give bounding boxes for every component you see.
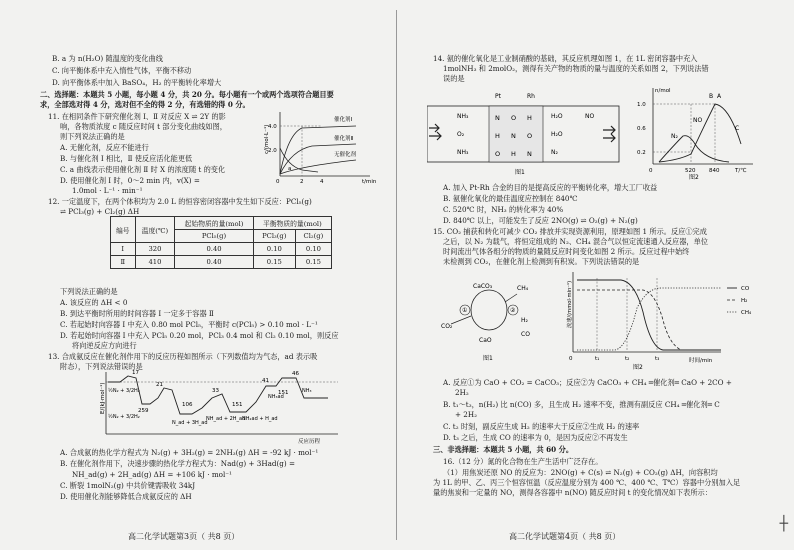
svg-text:t₃: t₃ <box>655 356 660 362</box>
q15-y-label: 流速/(mmol·min⁻¹) <box>567 280 573 328</box>
svg-text:A: A <box>717 93 722 100</box>
page-right <box>397 0 794 550</box>
q15-fig2 <box>551 268 771 372</box>
q13-species-4: NH_ad + 2H_ad <box>206 416 246 422</box>
q11-stem-3: 则下列说法正确的是 <box>60 132 125 141</box>
svg-text:CH₄: CH₄ <box>741 310 752 316</box>
q12-option-d-2: 将向逆反应方向进行 <box>72 341 137 350</box>
footer-right: 高二化学试题第4页（ 共8 页） <box>509 532 621 541</box>
q14-option-d: D. 840℃ 以上，可能发生了反应 2NO(g) ⇌ O₂(g) + N₂(g) <box>443 216 638 225</box>
q12-option-c: C. 若起始时向容器 Ⅰ 中充入 0.80 mol PCl₅，平衡时 c(PCl₅) > 0.10 mol · L⁻¹ <box>60 320 318 329</box>
q11-option-d: D. 使用催化剂 Ⅰ 时，0～2 min 内，v(X) = <box>60 176 200 185</box>
q12-prompt: 下列说法正确的是 <box>60 287 118 296</box>
svg-text:②: ② <box>510 307 516 314</box>
q12-option-b: B. 到达平衡时所用的时间容器 Ⅰ 一定多于容器 Ⅱ <box>60 309 214 318</box>
q13-val-21: 21 <box>156 382 163 388</box>
svg-text:N₂: N₂ <box>671 133 678 140</box>
q12-table <box>110 216 332 269</box>
svg-text:520: 520 <box>685 168 696 174</box>
q14-fig1 <box>427 86 623 178</box>
q11-option-c: C. a 曲线表示使用催化剂 Ⅱ 时 X 的浓度随 t 的变化 <box>60 165 226 174</box>
q13-val-33: 33 <box>212 388 219 394</box>
table-cell: 0.40 <box>175 243 253 256</box>
svg-text:H₂: H₂ <box>741 298 748 304</box>
svg-text:B: B <box>709 93 714 100</box>
svg-text:CaCO₃: CaCO₃ <box>473 283 493 290</box>
q10-option-d: D. 向平衡体系中加入 BaSO₄，H₂ 的平衡转化率增大 <box>52 78 222 87</box>
q12-th-pcl5: PCl₅(g) <box>175 230 253 243</box>
q14-stem-3: 误的是 <box>443 74 465 83</box>
table-cell: 410 <box>135 256 175 269</box>
q13-option-c: C. 断裂 1molN₂(g) 中共价键需吸收 34kJ <box>60 481 196 490</box>
svg-text:NH₃: NH₃ <box>457 149 469 156</box>
svg-text:H: H <box>495 132 500 140</box>
table-row <box>111 243 332 256</box>
q15-fig1 <box>433 270 545 366</box>
q15-stem-3: 时间流出气体各组分的物质的量随反应时间变化如图 2 所示。反应过程中始终 <box>443 247 690 256</box>
svg-text:CO₂: CO₂ <box>441 323 453 330</box>
svg-text:1.0: 1.0 <box>637 102 646 108</box>
svg-text:CO: CO <box>521 331 530 338</box>
crop-mark: ┼ <box>779 516 788 532</box>
q15-option-b: B. t₁～t₃，n(H₂) 比 n(CO) 多，且生成 H₂ 速率不变，推测有副反应 CH₄ ═催化剂═ C <box>443 400 720 409</box>
q13-stem-1: 13. 合成氨反应在催化剂作用下的反应历程如图所示（下列数值均为气态，ad 表示吸 <box>48 352 318 361</box>
q14-fig2-caption: 图2 <box>689 174 699 180</box>
q15-option-d: D. t₃ 之后，生成 CO 的速率为 0，是因为反应②不再发生 <box>443 433 628 442</box>
q13-option-a: A. 合成氨的热化学方程式为 N₂(g) + 3H₂(g) = 2NH₃(g) ΔH = -92 kJ · mol⁻¹ <box>60 448 319 457</box>
svg-text:N: N <box>511 132 516 140</box>
q13-graph <box>92 368 352 444</box>
q14-option-b: B. 氨催化氧化的最佳温度应控制在 840℃ <box>443 194 578 203</box>
table-cell: 320 <box>135 243 175 256</box>
svg-text:0.2: 0.2 <box>637 150 646 156</box>
table-cell: 0.10 <box>253 243 295 256</box>
q11-x-label: t/min <box>362 179 376 184</box>
svg-text:t₂: t₂ <box>625 356 630 362</box>
q11-label-cat1: 催化剂Ⅰ <box>334 117 353 123</box>
svg-text:t₁: t₁ <box>595 356 600 362</box>
q12-th-pcl3: PCl₃(g) <box>253 230 295 243</box>
q12-stem-2: ⇌ PCl₃(g) + Cl₂(g) ΔH <box>60 207 140 216</box>
q11-label-none: 无催化剂 <box>334 152 357 158</box>
q13-option-b: B. 在催化剂作用下，决速步骤的热化学方程式为：Nad(g) + 3Had(g) = <box>60 459 296 468</box>
q14-metal-pt: Pt <box>495 93 501 100</box>
q11-curve-cat1 <box>280 126 356 174</box>
q12-th-no: 编号 <box>111 217 136 243</box>
svg-text:O: O <box>511 114 517 122</box>
section2-heading: 二、选择题：本题共 5 小题，每小题 4 分，共 20 分。每小题有一个或两个选项符合题目要 <box>40 90 334 99</box>
q10-option-c: C. 向平衡体系中充入惰性气体，平衡不移动 <box>52 66 192 75</box>
q16-line-3: 为 1L 的甲、乙、丙三个恒容恒温（反应温度分别为 400 ℃、400 ℃、T℃）容器中分别加入足 <box>433 478 741 487</box>
q14-metal-rh: Rh <box>527 93 535 100</box>
q11-label-a: a <box>288 166 292 172</box>
q15-x-label: 时间/min <box>689 358 713 364</box>
q13-val-46: 46 <box>292 371 299 377</box>
q13-species-2: ½N₂ + 3/2H₂ <box>108 414 140 420</box>
q15-option-a: A. 反应①为 CaO + CO₂ = CaCO₃；反应②为 CaCO₃ + CH₄ ═催化剂═ CaO + 2CO + <box>443 378 732 387</box>
q13-species-1: ½N₂ + 3/2H₂ <box>108 388 140 394</box>
svg-text:0: 0 <box>649 168 653 174</box>
q11-graph <box>258 108 376 184</box>
q16-line-1: 16.（12 分）氮的化合物在生产生活中广泛存在。 <box>443 457 603 466</box>
q12-option-d: D. 若起始时向容器 Ⅰ 中充入 PCl₅ 0.20 mol，PCl₃ 0.4 mol 和 Cl₂ 0.10 mol，则反应 <box>60 331 339 340</box>
q15-curve-ch4 <box>577 288 721 350</box>
table-cell: Ⅱ <box>111 256 136 269</box>
q16-line-2: （1）用焦炭还原 NO 的反应为：2NO(g) + C(s) ⇌ N₂(g) + CO₂(g) ΔH，向容积均 <box>443 468 718 477</box>
svg-text:H: H <box>511 150 516 158</box>
q11-stem-2: 响，各物质浓度 c 随反应时间 t 部分变化曲线如图， <box>60 122 227 131</box>
svg-text:0: 0 <box>569 356 573 362</box>
q15-option-a-2: 2H₂ <box>455 388 469 397</box>
svg-text:CaO: CaO <box>479 337 492 344</box>
q13-val-151: 151 <box>232 402 243 408</box>
q13-option-b-2: NH_ad(g) + 2H_ad(g) ΔH = +106 kJ · mol⁻¹ <box>72 470 232 479</box>
svg-text:NO: NO <box>693 117 703 124</box>
q14-option-c: C. 520℃ 时，NH₃ 的转化率为 40% <box>443 205 564 214</box>
footer-left: 高二化学试题第3页（ 共8 页） <box>128 532 240 541</box>
q14-x-label: T/℃ <box>735 168 747 174</box>
q12-th-cl2: Cl₂(g) <box>295 230 331 243</box>
svg-text:N: N <box>527 150 532 158</box>
table-cell: 0.15 <box>253 256 295 269</box>
svg-text:H₂: H₂ <box>521 317 528 324</box>
q12-th-eq: 平衡物质的量(mol) <box>253 217 331 230</box>
q15-fig2-caption: 图2 <box>633 364 643 371</box>
svg-text:C: C <box>735 125 740 132</box>
q10-option-b: B. a 为 n(H₂O) 随温度的变化曲线 <box>52 54 163 63</box>
svg-text:①: ① <box>462 307 468 314</box>
q16-line-4: 量的焦炭和一定量的 NO，测得各容器中 n(NO) 随反应时间 t 的变化情况如下表所示： <box>433 488 712 497</box>
q15-stem-1: 15. CO₂ 捕获和转化可减少 CO₂ 排放并实现资源利用，原理如图 1 所示。反应①完成 <box>433 227 707 236</box>
q11-option-b: B. 与催化剂 Ⅰ 相比，Ⅱ 使反应活化能更低 <box>60 154 193 163</box>
q13-val-259: 259 <box>138 408 149 414</box>
q11-curve-cat2 <box>280 144 356 174</box>
svg-text:CO: CO <box>741 286 750 292</box>
q14-stem-2: 1molNH₃ 和 2molO₂，测得有关产物的物质的量与温度的关系如图 2，下列说法错 <box>443 64 709 73</box>
q11-option-a: A. 无催化剂，反应不能进行 <box>60 143 149 152</box>
q11-stem-1: 11. 在相同条件下研究催化剂 Ⅰ、Ⅱ 对反应 X ⇌ 2Y 的影 <box>48 112 226 121</box>
svg-text:O₂: O₂ <box>457 131 465 138</box>
q14-y-label: n/mol <box>655 88 671 94</box>
svg-text:H₂O: H₂O <box>551 131 563 138</box>
q14-fig2 <box>629 84 759 180</box>
section2-heading-2: 求，全部选对得 4 分，选对但不全的得 2 分，有选错的得 0 分。 <box>40 100 250 109</box>
svg-text:H₂O: H₂O <box>551 113 563 120</box>
q11-option-d-2: 1.0mol · L⁻¹ · min⁻¹ <box>72 186 143 195</box>
svg-text:N: N <box>495 114 500 122</box>
table-cell: 0.10 <box>295 243 331 256</box>
q14-option-a: A. 加入 Pt-Rh 合金的目的是提高反应的平衡转化率，增大工厂收益 <box>443 183 658 192</box>
svg-text:O: O <box>495 150 501 158</box>
table-row <box>111 256 332 269</box>
q15-stem-4: 未检测到 CO₂，在催化剂上检测到有积炭。下列说法错误的是 <box>443 257 640 266</box>
q13-option-d: D. 使用催化剂能够降低合成氨反应的 ΔH <box>60 492 192 501</box>
q11-xtick-2: 2 <box>300 179 304 184</box>
q11-label-cat2: 催化剂Ⅱ <box>334 136 354 142</box>
q15-fig1-caption: 图1 <box>483 355 493 362</box>
q13-val-106: 106 <box>182 402 193 408</box>
table-cell: 0.15 <box>295 256 331 269</box>
q14-stem-1: 14. 氨的催化氧化是工业制硝酸的基础，其反应机理如图 1，在 1L 密闭容器中充入 <box>433 54 698 63</box>
q13-val-17: 17 <box>132 370 139 376</box>
q11-xtick-0: 0 <box>276 179 280 184</box>
q13-y-label: E/(kJ·mol⁻¹) <box>100 382 106 414</box>
table-cell: 0.40 <box>175 256 253 269</box>
svg-text:NO: NO <box>585 113 595 120</box>
q13-val-54: 151 <box>278 390 289 396</box>
q13-val-41: 41 <box>262 378 269 384</box>
svg-text:N₂: N₂ <box>551 149 558 156</box>
q13-species-6: NH₃ad <box>268 394 284 400</box>
q11-y-label: c/(mol·L⁻¹) <box>264 124 270 154</box>
q13-x-label: 反应历程 <box>298 439 321 444</box>
q13-species-7: NH₃ <box>302 388 312 394</box>
q13-species-3: N_ad + 3H_ad <box>172 420 208 426</box>
q12-option-a: A. 该反应的 ΔH < 0 <box>60 298 128 307</box>
q11-xtick-4: 4 <box>320 179 324 184</box>
table-cell: Ⅰ <box>111 243 136 256</box>
q15-option-b-2: + 2H₂ <box>455 410 478 419</box>
q12-th-temp: 温度(℃) <box>135 217 175 243</box>
q15-option-c: C. t₂ 时刻，副反应生成 H₂ 的速率大于反应②生成 H₂ 的速率 <box>443 422 640 431</box>
q11-ytick-2: 2.0 <box>268 148 277 154</box>
q15-curve-co <box>577 280 721 350</box>
svg-text:O: O <box>527 132 533 140</box>
svg-text:CH₄: CH₄ <box>517 285 529 292</box>
svg-text:NH₃: NH₃ <box>457 113 469 120</box>
q12-th-start: 起始物质的量(mol) <box>175 217 253 230</box>
q11-ytick-4: 4.0 <box>268 124 277 130</box>
q15-curve-h2 <box>577 290 721 350</box>
svg-text:840: 840 <box>709 168 720 174</box>
section3-heading: 三、非选择题：本题共 5 小题，共 60 分。 <box>433 445 574 454</box>
q14-curve-n2 <box>659 136 729 162</box>
q15-stem-2: 之后，以 N₂ 为载气，将恒定组成的 N₂、CH₄ 混合气以恒定流速通入反应器，单位 <box>443 237 708 246</box>
q13-species-5: NH₂ad + H_ad <box>242 416 278 422</box>
q14-fig1-caption: 图1 <box>515 169 525 176</box>
svg-text:0.6: 0.6 <box>637 126 646 132</box>
q13-stem-2: 附态），下列说法错误的是 <box>60 362 143 371</box>
svg-text:H: H <box>527 114 532 122</box>
q12-stem-1: 12. 一定温度下，在两个体积均为 2.0 L 的恒容密闭容器中发生如下反应：PCl₅(g) <box>48 197 312 206</box>
